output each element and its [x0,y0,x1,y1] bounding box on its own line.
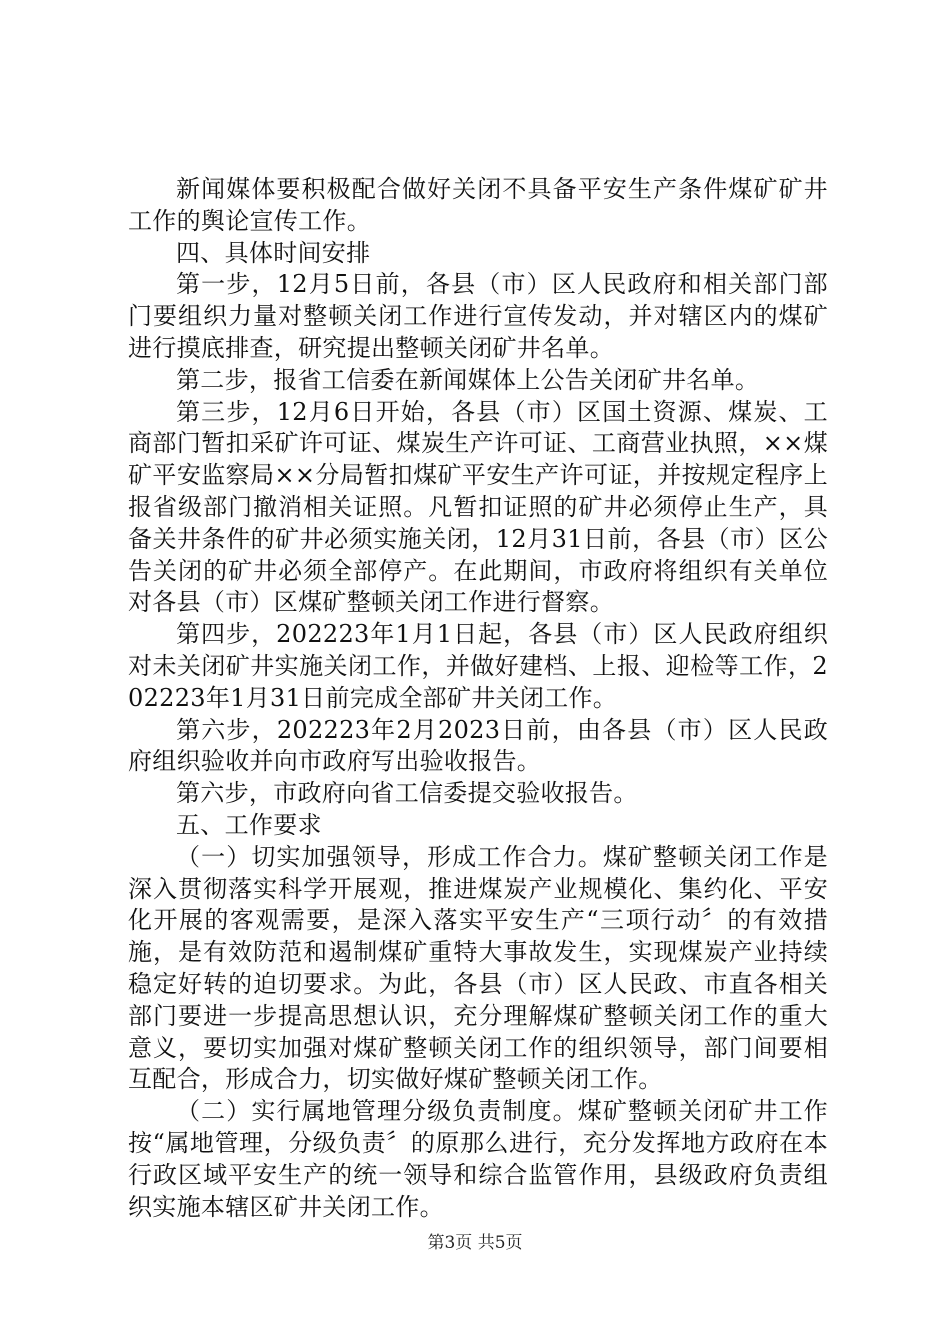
paragraph-step-three: 第三步，12月6日开始，各县（市）区国土资源、煤炭、工商部门暂扣采矿许可证、煤炭生产许可证、工商营业执照，××煤矿平安监察局××分局暂扣煤矿平安生产许可证，并按规定程序上报省级部门撤消相关证照。凡暂扣证照的矿井必须停止生产，具备关井条件的矿井必须实施关闭，12月31日前，各县（市）区公告关闭的矿井必须全部停产。在此期间，市政府将组织有关单位对各县（市）区煤矿整顿关闭工作进行督察。 [128,397,828,617]
paragraph-requirement-one: （一）切实加强领导，形成工作合力。煤矿整顿关闭工作是深入贯彻落实科学开展观，推进煤炭产业规模化、集约化、平安化开展的客观需要，是深入落实平安生产“三项行动〞的有效措施，是有效防范和遏制煤矿重特大事故发生，实现煤炭产业持续稳定好转的迫切要求。为此，各县（市）区人民政、市直各相关部门要进一步提高思想认识，充分理解煤矿整顿关闭工作的重大意义，要切实加强对煤矿整顿关闭工作的组织领导，部门间要相互配合，形成合力，切实做好煤矿整顿关闭工作。 [128,842,828,1094]
heading-work-requirements: 五、工作要求 [176,810,322,839]
paragraph-step-four: 第四步，202223年1月1日起，各县（市）区人民政府组织对未关闭矿井实施关闭工作，并做好建档、上报、迎检等工作，202223年1月31日前完成全部矿井关闭工作。 [128,620,828,712]
paragraph-step-one: 第一步，12月5日前，各县（市）区人民政府和相关部门部门要组织力量对整顿关闭工作进行宣传发动，并对辖区内的煤矿进行摸底排查，研究提出整顿关闭矿井名单。 [128,270,828,362]
paragraph-step-six-b: 第六步，市政府向省工信委提交验收报告。 [176,779,638,808]
paragraph-step-two: 第二步，报省工信委在新闻媒体上公告关闭矿井名单。 [176,365,760,394]
page-number-footer: 第3页 共5页 [427,1233,523,1253]
paragraph-step-six-a: 第六步，202223年2月2023日前，由各县（市）区人民政府组织验收并向市政府写出验收报告。 [128,715,828,776]
paragraph-media-publicity: 新闻媒体要积极配合做好关闭不具备平安生产条件煤矿矿井工作的舆论宣传工作。 [128,175,828,235]
heading-schedule: 四、具体时间安排 [176,238,371,267]
document-body [128,174,828,1223]
paragraph-requirement-two: （二）实行属地管理分级负责制度。煤矿整顿关闭矿井工作按“属地管理，分级负责〞的原那么进行，充分发挥地方政府在本行政区域平安生产的统一领导和综合监管作用，县级政府负责组织实施本辖区矿井关闭工作。 [128,1097,828,1221]
